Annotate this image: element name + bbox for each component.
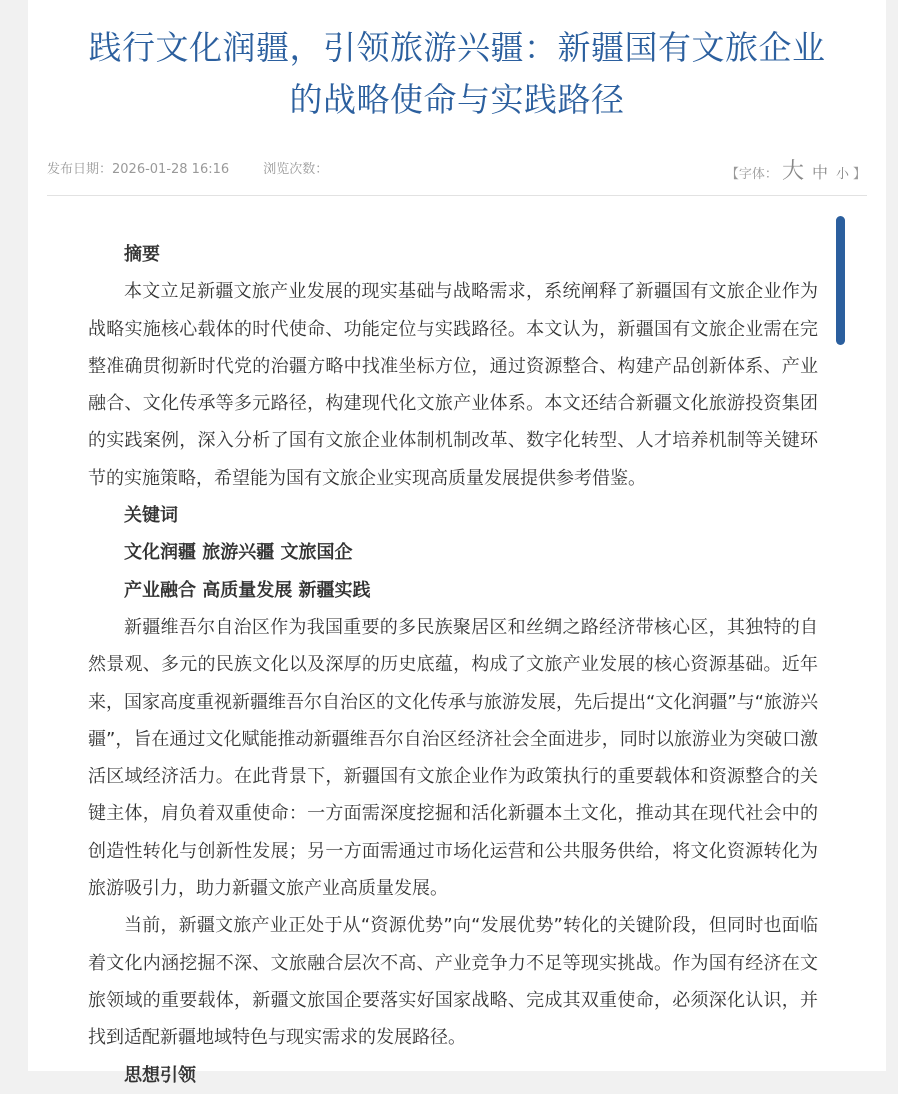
section-heading: 摘要 bbox=[124, 244, 160, 265]
section-heading: 关键词 bbox=[124, 505, 178, 527]
section-heading: 文化润疆 旅游兴疆 文旅国企 bbox=[124, 542, 353, 564]
view-count: 浏览次数： bbox=[263, 162, 329, 177]
font-large-button[interactable]: 大 bbox=[781, 159, 804, 184]
scrollbar-thumb[interactable] bbox=[836, 216, 845, 345]
font-small-button[interactable]: 小 bbox=[835, 167, 849, 182]
paragraph: 新疆维吾尔自治区作为我国重要的多民族聚居区和丝绸之路经济带核心区，其独特的自然景观、多元的民族文化以及深厚的历史底蕴，构成了文旅产业发展的核心资源基础。近年来，国家高度重视新疆维吾尔自治区的文化传承与旅游发展，先后提出“文化润疆”与“旅游兴疆”，旨在通过文化赋能推动新疆维吾尔自治区经济社会全面进步，同时以旅游业为突破口激活区域经济活力。在此背景下，新疆国有文旅企业作为政策执行的重要载体和资源整合的关键主体，肩负着双重使命：一方面需深度挖掘和活化新疆本土文化，推动其在现代社会中的创造性转化与创新性发展；另一方面需通过市场化运营和公共服务供给，将文化资源转化为旅游吸引力，助力新疆文旅产业高质量发展。 bbox=[88, 616, 818, 900]
article-panel bbox=[28, 0, 886, 1086]
title-line-1: 践行文化润疆，引领旅游兴疆：新疆国有文旅企业 bbox=[88, 28, 826, 67]
article-meta bbox=[47, 158, 358, 177]
font-size-switcher bbox=[726, 154, 866, 185]
article-title bbox=[28, 22, 886, 126]
paragraph: 本文立足新疆文旅产业发展的现实基础与战略需求，系统阐释了新疆国有文旅企业作为战略实施核心载体的时代使命、功能定位与实践路径。本文认为，新疆国有文旅企业需在完整准确贯彻新时代党的治疆方略中找准坐标方位，通过资源整合、构建产品创新体系、产业融合、文化传承等多元路径，构建现代化文旅产业体系。本文还结合新疆文化旅游投资集团的实践案例，深入分析了国有文旅企业体制机制改革、数字化转型、人才培养机制等关键环节的实施策略，希望能为国有文旅企业实现高质量发展提供参考借鉴。 bbox=[88, 281, 818, 489]
divider bbox=[47, 195, 867, 196]
font-size-label: 【字体： bbox=[725, 167, 778, 182]
font-size-bracket: 】 bbox=[852, 167, 866, 182]
title-line-2: 的战略使命与实践路径 bbox=[289, 80, 625, 119]
article-body bbox=[88, 236, 818, 1094]
section-heading: 思想引领 bbox=[124, 1064, 196, 1086]
paragraph: 当前，新疆文旅产业正处于从“资源优势”向“发展优势”转化的关键阶段，但同时也面临着文化内涵挖掘不深、文旅融合层次不高、产业竞争力不足等现实挑战。作为国有经济在文旅领域的重要载体，新疆文旅国企要落实好国家战略、完成其双重使命，必须深化认识，并找到适配新疆地域特色与现实需求的发展路径。 bbox=[88, 915, 818, 1049]
font-medium-button[interactable]: 中 bbox=[811, 163, 828, 182]
publish-date: 发布日期：2026-01-28 16:16 bbox=[47, 162, 230, 177]
scrollbar[interactable] bbox=[836, 216, 845, 1071]
section-heading: 产业融合 高质量发展 新疆实践 bbox=[124, 579, 371, 601]
